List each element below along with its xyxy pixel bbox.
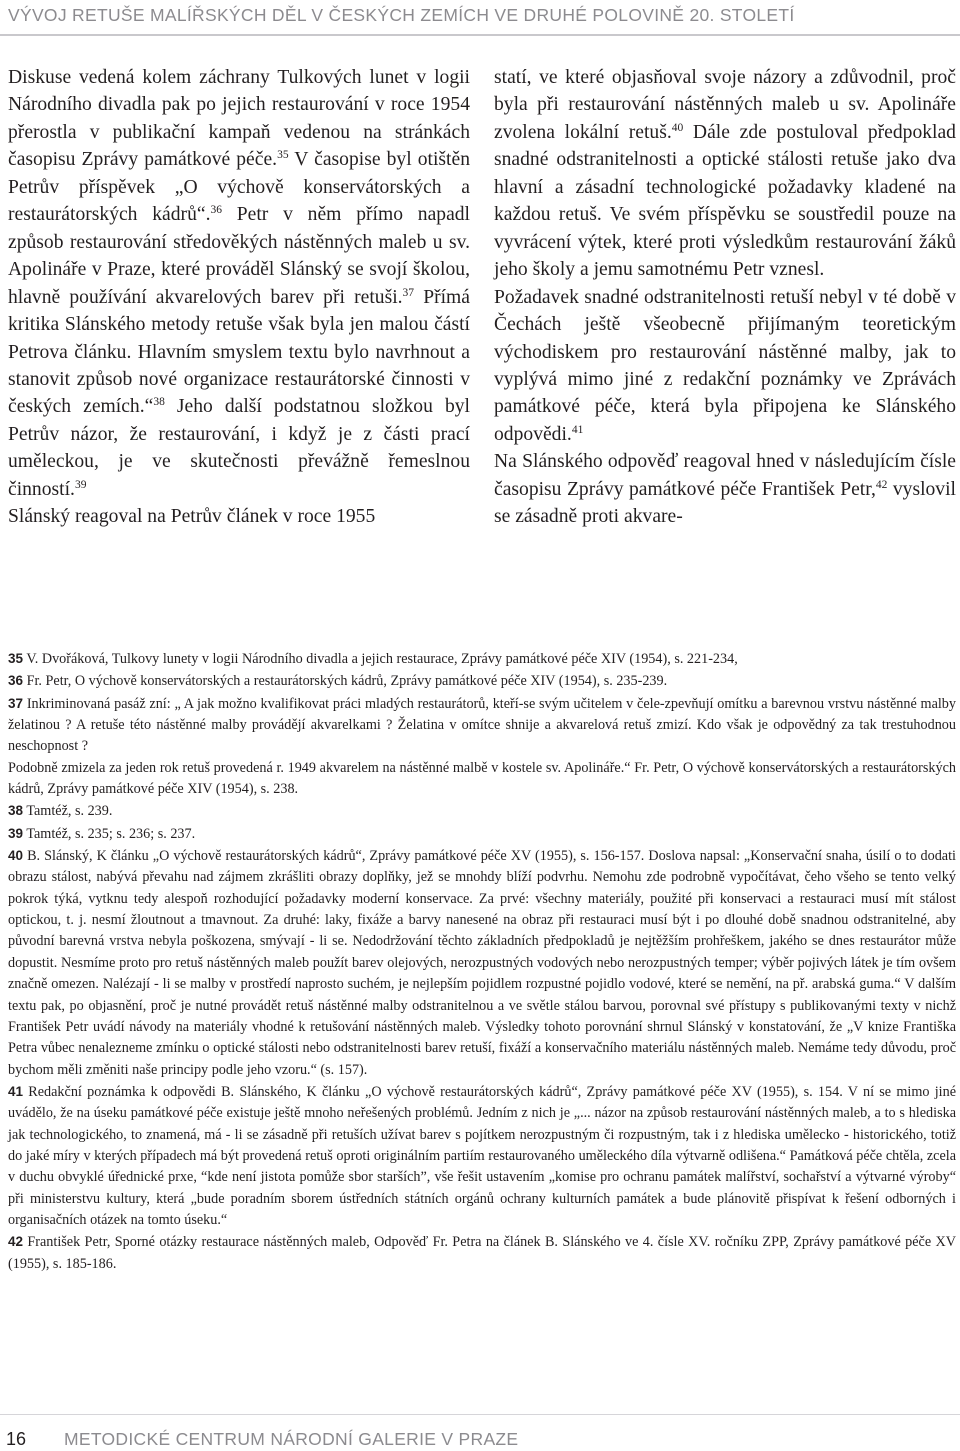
footnotes <box>8 648 956 1275</box>
footnote-continuation <box>8 758 956 801</box>
footnote-text: Tamtéž, s. 235; s. 236; s. 237. <box>23 825 196 842</box>
footnote <box>8 800 956 822</box>
body-column-right <box>494 64 956 531</box>
footnote-ref[interactable]: 42 <box>875 478 888 491</box>
footnote <box>8 1231 956 1275</box>
footnote-text: Tamtéž, s. 239. <box>23 803 113 820</box>
body-text: Slánský reagoval na Petrův článek v roce 1955 <box>8 506 376 528</box>
body-text: statí, ve které objasňoval svoje názory a zdůvodnil, proč byla při restaurování nástěnných maleb u sv. Apolináře zvolena lokální retuš. <box>494 67 956 143</box>
body-text: Na Slánského odpověď reagoval hned v následujícím čísle časopisu Zprávy památkové péče František Petr, <box>494 451 956 500</box>
footnote-ref[interactable]: 40 <box>671 121 684 134</box>
paragraph <box>494 64 956 284</box>
footnote <box>8 670 956 692</box>
body-text: V časopise byl otištěn Petrův příspěvek „O výchově konservátorských a restaurátorských kádrů“. <box>8 149 470 226</box>
footnote <box>8 845 956 1081</box>
footnote-text: Fr. Petr, O výchově konservátorských a restaurátorských kádrů, Zprávy památkové péče XIV (1954), s. 235-239. <box>23 673 668 690</box>
footnote-text: Inkriminovaná pasáž zní: „ A jak možno kvalifikovat práci mladých restaurátorů, kteří-se svým učitelem v čele-zpevňují omítku a barevnou vrstvu nástěnné malby želatinou ? A retuše této nástěnné malby provádějí akvarelkami ? Želatina v omítce shnije a akvarelová retuš zmizí. Kdo však je odpovědný za tak trestuhodnou neschopnost ? <box>8 695 956 755</box>
footnote-number: 35 <box>8 651 24 666</box>
footnote <box>8 1081 956 1231</box>
footnote-number: 37 <box>8 695 24 711</box>
footnote-ref[interactable]: 37 <box>402 286 415 299</box>
footer-publisher: METODICKÉ CENTRUM NÁRODNÍ GALERIE V PRAZE <box>64 1429 519 1449</box>
body-text: Jeho další podstatnou složkou byl Petrův názor, že restaurování, i když je z části prací uměleckou, je ve skutečnosti převážně řemeslnou činností. <box>8 396 470 500</box>
footnote <box>8 693 956 758</box>
body-text: Petr v něm přímo napadl způsob restaurování středověkých nástěnných maleb u sv. Apolináře v Praze, které prováděl Slánský se svojí školou, hlavně používání akvarelových barev při retuši. <box>8 204 471 308</box>
paragraph <box>8 64 470 503</box>
footnote-number: 36 <box>8 673 24 689</box>
body-text: vyslovil se zásadně proti akvare- <box>494 478 956 528</box>
footnote-text: Podobně zmizela za jeden rok retuš provedená r. 1949 akvarelem na nástěnné malbě v kostele sv. Apolináře.“ Fr. Petr, O výchově konservátorských a restaurátorských kádrů, Zprávy památkové péče XIV (1954), s. 238. <box>8 759 956 798</box>
footnote-number: 41 <box>8 1083 24 1099</box>
paragraph <box>8 503 470 530</box>
footnote <box>8 823 956 845</box>
page-number: 16 <box>6 1429 27 1449</box>
footnote-text: B. Slánský, K článku „O výchově restaurátorských kádrů“, Zprávy památkové péče XV (1955), s. 156-157. Doslova napsal: „Konservační snaha, úsilí o to dodati obrazu stálost, nabývá převahu nad zájmem zkrášliti obrazy doplňky, jež se mnohdy blíží podvrhu. Nemohu zde podrobně vypočítávat, čeho všeho se tento velký pokrok týká, vytknu tedy alespoň rozhodující požadavky moderní konservace. Za prvé: všechny materiály, použité při konservaci a restauraci musí mít stálost optickou, t. j. nesmí žloutnout a tmavnout. Za druhé: laky, fixáže a barvy nanesené na obraz při restauraci musí být i po dlouhé době snadnou odstranitelné, aby původní barevná vrstva nebyla poškozena, smývají - li se. Nedodržování těchto základních předpokladů je nejtěžším prohřeškem, jakého se dnes restaurátor může dopustit. Nesmíme proto pro retuš nástěnných maleb použít barev olejových, nerozpustných vodových nebo nerozpustných temper; výběr pojivých látek je tím ovšem značně omezen. Nalézají - li se malby v prostředí naprosto suchém, je nejlepším pojidlem rozpustné pojidlo vodové, které se nemění, na př. arabská guma.“ V dalším textu pak, po objasnění, proč je nutné provádět retuš nástěnné malby odstranitelnou a ve světle stálou barvou, porovnal své přístupy s publikovanými texty v nichž František Petr uvádí návody na materiály vhodné k retušování nástěnných maleb. Výsledky tohoto porovnání shrnul Slánský v konstatování, že „V knize Františka Petra vůbec nenalezneme zmínku o optické stálosti nebo odstranitelnosti barev retuší, fixáží a konservačního materiálu nástěnných maleb. Nemáme tedy důvodu, proč bychom měli změniti naše principy podle jeho vzoru.“ (s. 157). <box>8 848 956 1078</box>
header-rule <box>0 34 960 36</box>
footnote-number: 38 <box>8 803 24 819</box>
footnote-ref[interactable]: 38 <box>153 396 165 409</box>
footnote-ref[interactable]: 39 <box>74 478 87 491</box>
footnote-text: František Petr, Sporné otázky restaurace nástěnných maleb, Odpověď Fr. Petra na článek B. Slánského ve 4. čísle XV. ročníku ZPP, Zprávy památkové péče XV (1955), s. 185-186. <box>8 1234 956 1272</box>
footnote-text: V. Dvořáková, Tulkovy lunety v logii Národního divadla a jejich restaurace, Zprávy památkové péče XIV (1954), s. 221-234, <box>23 651 738 667</box>
paragraph <box>494 448 956 530</box>
footnote <box>8 648 956 670</box>
footnote-ref[interactable]: 41 <box>571 423 584 436</box>
footnote-ref[interactable]: 35 <box>277 149 289 162</box>
footnote-ref[interactable]: 36 <box>210 204 222 217</box>
body-text: Požadavek snadné odstranitelnosti retuší nebyl v té době v Čechách ještě všeobecně přijímaným teoretickým východiskem pro restaurování nástěnné malby, jak to vyplývá mimo jiné z redakční poznámky ve Zprávách památkové péče, která byla připojena ke Slánského odpovědi. <box>494 286 956 445</box>
body-column-left <box>8 64 470 531</box>
footnote-number: 42 <box>8 1234 24 1250</box>
paragraph <box>494 284 956 449</box>
footer-rule <box>0 1414 960 1415</box>
body-text: Diskuse vedená kolem záchrany Tulkových lunet v logii Národního divadla pak po jejich restaurování v roce 1954 přerostla v publikační kampaň vedenou na stránkách časopisu Zprávy památkové péče. <box>8 67 470 171</box>
footnote-text: Redakční poznámka k odpovědi B. Slánského, K článku „O výchově restaurátorských kádrů“, Zprávy památkové péče XV (1955), s. 154. V ní se mimo jiné uvádělo, že na úseku památkové péče existuje ještě mnoho neřešených problémů. Jedním z nich je „... názor na způsob restaurování nástěnných maleb, a to s hlediska jak technologického, to znamená, má - li se zásadně při retuších užívat barev s pojítkem nerozpustným či rozpustným, tak i z hlediska umělecko - historického, totiž do jaké míry v kterých případech má být provedená retuš oproti originálním partiím restaurovaného uměleckého díla výtvarně odlišena.“ Památková péče chtěla, zcela v duchu obvyklé úřednické prxe, “kde není jistota pomůže sbor starších”, vše řešit ustavením „komise pro ochranu památek malířství, sochařství a výtvarné výroby“ při ministerstvu kultury, která „bude poradním sborem ústředních státních orgánů ochrany kulturních památek a bude plánovitě přispívat k řešení odborných i organisačních otázek na tomto úseku.“ <box>8 1083 956 1228</box>
body-text: Přímá kritika Slánského metody retuše však byla jen malou částí Petrova článku. Hlavním smyslem textu bylo navrhnout a stanovit způsob nové organizace restaurátorské činnosti v českých zemích.“ <box>8 286 470 418</box>
body-text: Dále zde postuloval předpoklad snadné odstranitelnosti a optické stálosti retuše jako dva hlavní a zásadní technologické požadavky kladené na každou retuš. Ve svém příspěvku se soustředil pouze na vyvrácení výtek, které proti výsledkům restaurování žáků jeho školy a jemu samotnému Petr vznesl. <box>494 121 956 281</box>
footnote-number: 40 <box>8 848 24 864</box>
footnote-number: 39 <box>8 825 24 841</box>
running-header: VÝVOJ RETUŠE MALÍŘSKÝCH DĚL V ČESKÝCH ZEMÍCH VE DRUHÉ POLOVINĚ 20. STOLETÍ <box>8 5 795 25</box>
